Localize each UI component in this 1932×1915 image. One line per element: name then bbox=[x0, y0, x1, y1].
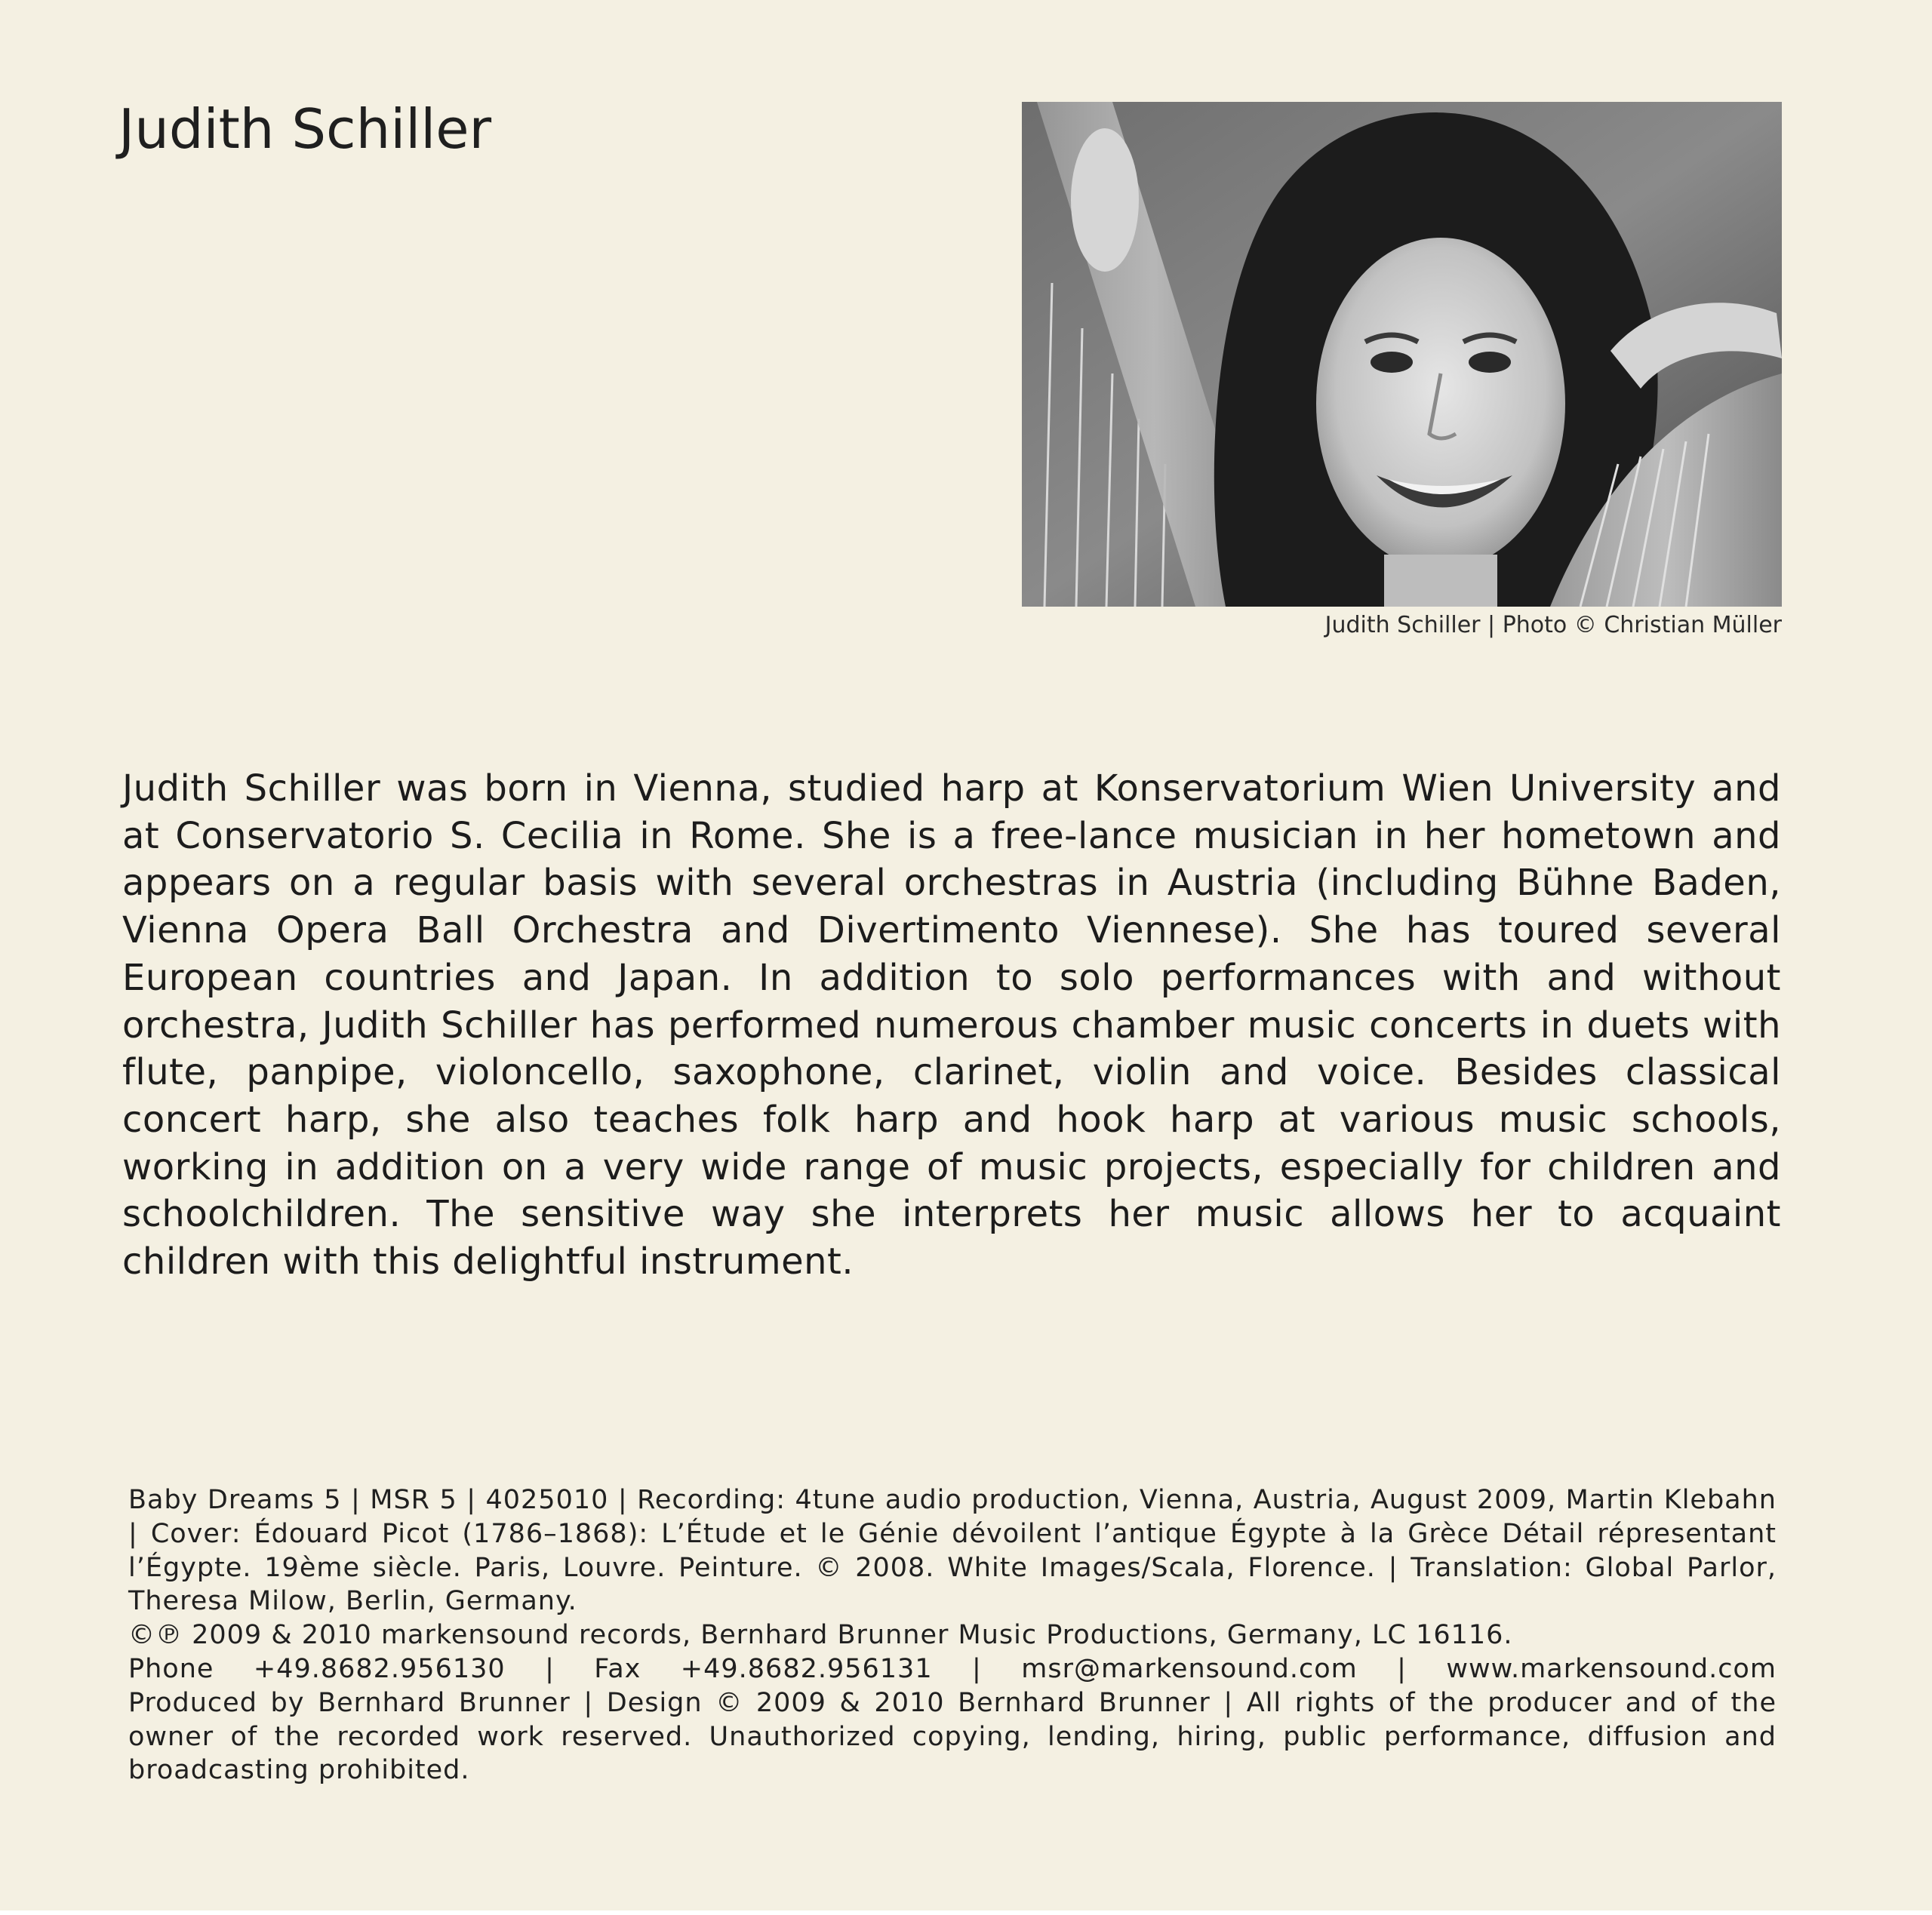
separator: | bbox=[1397, 1653, 1407, 1684]
page-edge bbox=[0, 1910, 1932, 1915]
separator: | bbox=[972, 1653, 982, 1684]
photo-caption: Judith Schiller | Photo © Christian Müller bbox=[1324, 612, 1782, 638]
phone-label: Phone bbox=[128, 1653, 214, 1684]
biography-text: Judith Schiller was born in Vienna, studied harp at Konservatorium Wien University and at Conservatorio S. Cecilia in Rome. She is a free-lance musician in her hometown and appears on a regular basis with several orchestras in Austria (including Bühne Baden, Vienna Opera Ball Orchestra and Divertimento Viennese). She has toured several European countries and Japan. In addition to solo performances with and without orchestra, Judith Schiller has performed numerous chamber music concerts in duets with flute, panpipe, violoncello, saxophone, clarinet, violin and voice. Besides classical concert harp, she also teaches folk harp and hook harp at various music schools, working in addition on a very wide range of music projects, especially for children and schoolchildren. The sensitive way she interprets her music allows her to acquaint children with this delightful instrument. bbox=[122, 767, 1781, 1283]
copyright-line: ©℗ 2009 & 2010 markensound records, Bernhard Brunner Music Productions, Germany, LC 16116. bbox=[128, 1620, 1513, 1651]
website-link[interactable]: www.markensound.com bbox=[1446, 1653, 1777, 1684]
portrait-photo-icon bbox=[1022, 102, 1782, 607]
email-link[interactable]: msr@markensound.com bbox=[1021, 1653, 1358, 1684]
page-title: Judith Schiller bbox=[118, 97, 492, 161]
separator: | bbox=[545, 1653, 555, 1684]
portrait-photo bbox=[1022, 102, 1782, 607]
fax-label: Fax bbox=[594, 1653, 641, 1684]
rights-notice: Produced by Bernhard Brunner | Design © 2009 & 2010 Bernhard Brunner | All rights of the producer and of the owner of the recorded work reserved. Unauthorized copying, lending, hiring, public performance, diffusion and broadcasting prohibited. bbox=[128, 1687, 1777, 1786]
fax-number: +49.8682.956131 bbox=[680, 1653, 933, 1684]
phone-number: +49.8682.956130 bbox=[253, 1653, 506, 1684]
production-credits: Baby Dreams 5 | MSR 5 | 4025010 | Recording: 4tune audio production, Vienna, Austria, August 2009, Martin Klebahn | Cover: Édouard Picot (1786–1868): L’Étude et le Génie dévoilent l’antique Égypte à la Grèce Détail répresentant l’Égypte. 19ème siècle. Paris, Louvre. Peinture. © 2008. White Images/Scala, Florence. | Translation: Global Parlor, Theresa Milow, Berlin, Germany. bbox=[128, 1485, 1777, 1617]
credits-footer bbox=[128, 1483, 1777, 1787]
contact-line bbox=[128, 1652, 1777, 1686]
